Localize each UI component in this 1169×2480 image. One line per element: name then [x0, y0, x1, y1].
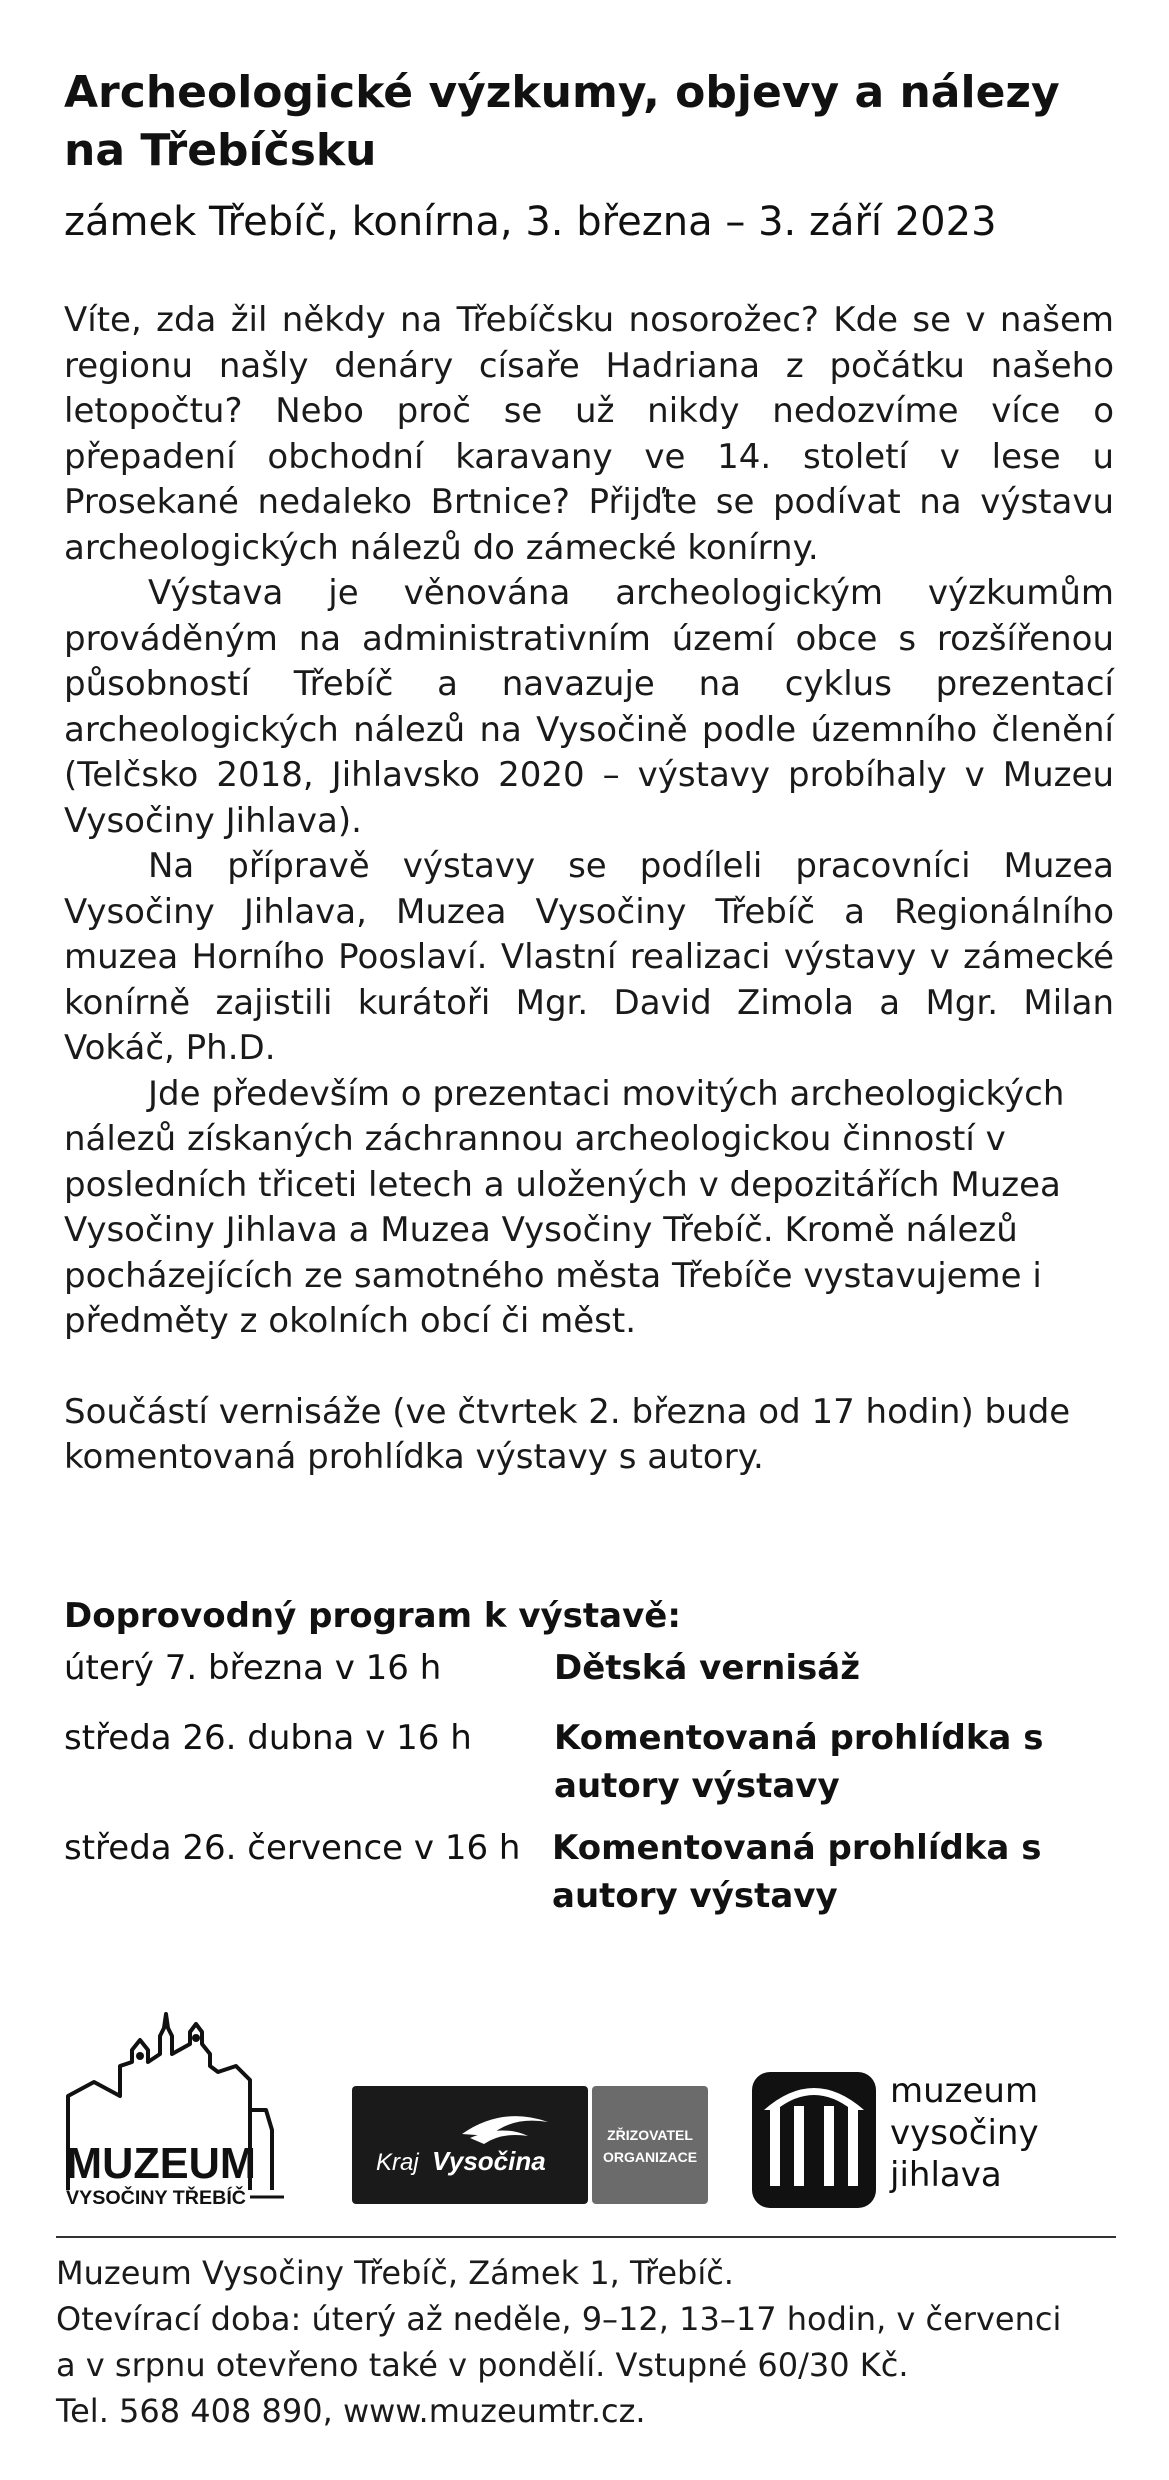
program-heading: Doprovodný program k výstavě: — [64, 1596, 681, 1636]
vysocina-word: Vysočina — [432, 2146, 546, 2176]
partner-logos — [60, 2010, 1120, 2210]
paragraph-intro: Víte, zda žil někdy na Třebíčsku nosorožec? Kde se v našem regionu našly denáry císaře Hadriana z počátku našeho letopočtu? Nebo proč se už nikdy nedozvíme více o přepadení obchodní karavany ve 14. století v lese u Prosekané nedaleko Brtnice? Přijďte se podívat na výstavu archeologických nálezů do zámecké konírny. — [64, 300, 1114, 568]
exhibition-venue-dates: zámek Třebíč, konírna, 3. března – 3. září 2023 — [64, 199, 997, 245]
footer-divider — [56, 2236, 1116, 2238]
page-title: Archeologické výzkumy, objevy a nálezy na Třebíčsku — [64, 67, 1060, 176]
vysociny-trebic-word: VYSOČINY TŘEBÍČ — [66, 2188, 240, 2209]
paragraph-exhibition: Výstava je věnována archeologickým výzkumům prováděným na administrativním území obce s rozšířenou působností Třebíč a navazuje na cyklus prezentací archeologických nálezů na Vysočině podle územního členění (Telčsko 2018, Jihlavsko 2020 – výstavy probíhaly v Muzeu Vysočiny Jihlava). — [64, 573, 1114, 841]
paragraph-finds: Jde především o prezentaci movitých archeologických nálezů získaných záchrannou archeologickou činností v posledních třiceti letech a uložených v depozitářích Muzea Vysočiny Jihlava a Muzea Vysočiny Třebíč. Kromě nálezů pocházejících ze samotného města Třebíče vystavujeme i předměty z okolních obcí či měst. — [64, 1073, 1065, 1341]
exhibition-description — [64, 298, 1114, 1481]
mvj-line-vysociny: vysočiny — [890, 2113, 1039, 2153]
mvj-line-jihlava: jihlava — [890, 2155, 1002, 2195]
event-date: středa 26. července v 16 h — [64, 1828, 521, 1868]
opening-hours-line-2: a v srpnu otevřeno také v pondělí. Vstupné 60/30 Kč. — [56, 2346, 909, 2384]
muzeum-trebic-logo — [60, 2010, 290, 2210]
opening-hours-line-1: Otevírací doba: úterý až neděle, 9–12, 13–17 hodin, v červenci — [56, 2300, 1062, 2338]
arches-icon — [750, 2070, 878, 2210]
event-date: středa 26. dubna v 16 h — [64, 1718, 472, 1758]
program-event — [64, 1714, 1124, 1814]
kraj-word: Kraj — [376, 2149, 419, 2176]
accompanying-program — [64, 1594, 1124, 1924]
program-event — [64, 1824, 1124, 1924]
event-date: úterý 7. března v 16 h — [64, 1648, 442, 1688]
program-event — [64, 1644, 1124, 1704]
muzeum-word: MUZEUM — [66, 2139, 256, 2188]
organizace-word: ORGANIZACE — [602, 2149, 698, 2165]
event-title: Komentovaná prohlídka s autory výstavy — [554, 1718, 1044, 1806]
paragraph-vernissage: Součástí vernisáže (ve čtvrtek 2. března od 17 hodin) bude komentovaná prohlídka výstavy s autory. — [64, 1391, 1071, 1477]
footer-info — [56, 2250, 1126, 2434]
event-title: Dětská vernisáž — [554, 1648, 860, 1688]
paragraph-preparation: Na přípravě výstavy se podíleli pracovníci Muzea Vysočiny Jihlava, Muzea Vysočiny Třebíč a Regionálního muzea Horního Pooslaví. Vlastní realizaci výstavy v zámecké konírně zajistili kurátoři Mgr. David Zimola a Mgr. Milan Vokáč, Ph.D. — [64, 846, 1114, 1068]
zrizovatel-word: ZŘIZOVATEL — [607, 2127, 693, 2143]
mvj-line-muzeum: muzeum — [890, 2071, 1039, 2111]
event-title: Komentovaná prohlídka s autory výstavy — [552, 1828, 1042, 1916]
castle-outline-icon — [60, 2010, 290, 2210]
muzeum-jihlava-logo — [750, 2070, 1110, 2210]
kraj-vysocina-logo — [352, 2086, 708, 2204]
contact-info: Tel. 568 408 890, www.muzeumtr.cz. — [56, 2392, 646, 2430]
muzeum-jihlava-wordmark — [890, 2070, 1039, 2196]
museum-address: Muzeum Vysočiny Třebíč, Zámek 1, Třebíč. — [56, 2254, 734, 2292]
